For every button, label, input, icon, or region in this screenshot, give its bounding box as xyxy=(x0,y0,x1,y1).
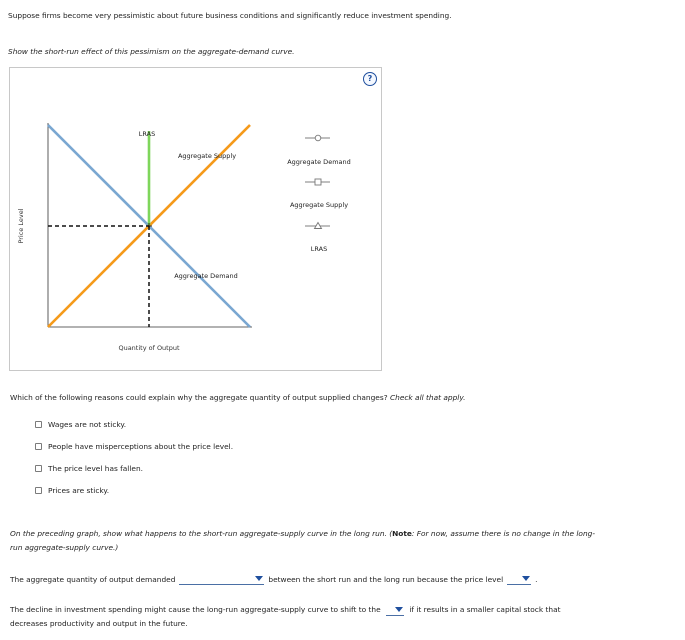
graph-canvas[interactable] xyxy=(10,68,383,372)
sentence-text: between the short run and the long run because the price level xyxy=(268,575,504,584)
chevron-down-icon xyxy=(395,607,403,612)
chevron-down-icon xyxy=(255,576,263,581)
option-misperceptions[interactable] xyxy=(35,442,233,451)
option-label: Prices are sticky. xyxy=(48,486,110,495)
sentence-text: if it results in a smaller capital stock that decreases productivity and output in the future. xyxy=(10,605,561,628)
legend-aggregate-demand[interactable] xyxy=(287,135,351,166)
checkbox[interactable] xyxy=(35,465,42,472)
option-prices-sticky[interactable] xyxy=(35,486,109,495)
quantity-demanded-dropdown[interactable] xyxy=(179,574,264,585)
aggregate-demand-label: Aggregate Demand xyxy=(174,272,238,280)
graph-panel[interactable] xyxy=(9,67,382,371)
legend-lras[interactable] xyxy=(305,223,330,254)
long-run-note xyxy=(10,527,595,555)
option-label: People have misperceptions about the price level. xyxy=(48,442,234,451)
lras-label: LRAS xyxy=(138,130,156,138)
sentence-text: The decline in investment spending might cause the long-run aggregate-supply curve to shift to the xyxy=(10,605,381,614)
option-label: Wages are not sticky. xyxy=(48,420,127,429)
sentence-text: . xyxy=(535,575,538,584)
legend-label: Aggregate Supply xyxy=(289,201,349,209)
help-icon[interactable]: ? xyxy=(363,72,377,86)
note-text: On the preceding graph, show what happens to the short-run aggregate-supply curve in the long run. ( xyxy=(10,529,393,538)
square-icon xyxy=(315,179,321,185)
checkbox[interactable] xyxy=(35,443,42,450)
reasons-question-text: Which of the following reasons could explain why the aggregate quantity of output supplied changes? xyxy=(10,393,390,402)
chevron-down-icon xyxy=(522,576,530,581)
legend-aggregate-supply[interactable] xyxy=(290,179,348,209)
aggregate-supply-label: Aggregate Supply xyxy=(177,152,237,160)
note-bold: Note xyxy=(392,529,412,538)
y-axis-label: Price Level xyxy=(17,208,25,244)
checkbox[interactable] xyxy=(35,421,42,428)
legend-label: Aggregate Demand xyxy=(287,158,351,166)
option-label: The price level has fallen. xyxy=(48,464,143,473)
fill-in-sentence xyxy=(10,574,537,585)
option-wages-not-sticky[interactable] xyxy=(35,420,126,429)
note-text: : For now, assume there is no change in the long-run aggregate-supply curve.) xyxy=(10,529,595,552)
decline-sentence xyxy=(10,603,590,631)
circle-icon xyxy=(315,135,321,141)
sentence-text: The aggregate quantity of output demanded xyxy=(10,575,176,584)
checkbox[interactable] xyxy=(35,487,42,494)
x-axis-label: Quantity of Output xyxy=(118,344,180,352)
option-price-level-fallen[interactable] xyxy=(35,464,143,473)
question-intro: Suppose firms become very pessimistic about future business conditions and significantly reduce investment spending. xyxy=(8,11,452,20)
price-level-dropdown[interactable] xyxy=(507,574,531,585)
legend-label: LRAS xyxy=(310,245,328,253)
reasons-question xyxy=(10,393,466,402)
graph-instruction: Show the short-run effect of this pessimism on the aggregate-demand curve. xyxy=(8,47,295,56)
reasons-question-hint: Check all that apply. xyxy=(389,393,466,402)
lras-shift-dropdown[interactable] xyxy=(386,605,404,616)
